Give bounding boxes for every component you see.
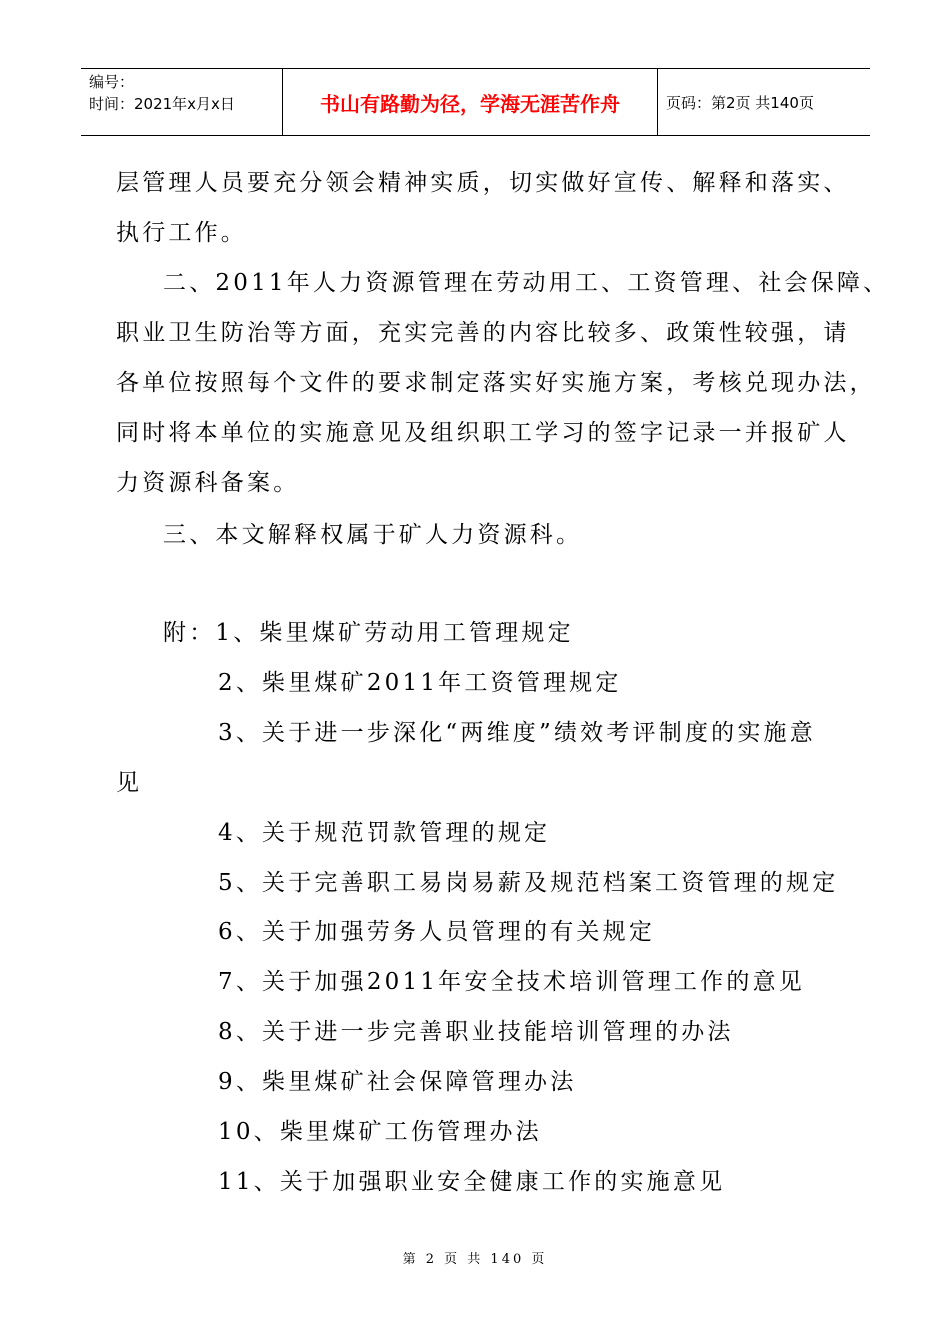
appendix-line: 见 xyxy=(116,770,143,796)
number-label: 编号： xyxy=(89,73,135,91)
appendix-line: 2、柴里煤矿2011年工资管理规定 xyxy=(218,670,622,696)
body-line: 同时将本单位的实施意见及组织职工学习的签字记录一并报矿人 xyxy=(116,420,850,446)
body-line: 执行工作。 xyxy=(116,220,247,246)
appendix-line: 6、关于加强劳务人员管理的有关规定 xyxy=(218,919,656,945)
appendix-line: 11、关于加强职业安全健康工作的实施意见 xyxy=(218,1169,726,1195)
header-meta xyxy=(81,69,282,135)
body-line: 各单位按照每个文件的要求制定落实好实施方案，考核兑现办法， xyxy=(116,370,876,396)
appendix-line: 3、关于进一步深化“两维度”绩效考评制度的实施意 xyxy=(218,720,816,746)
page-header xyxy=(81,68,870,136)
appendix-line: 4、关于规范罚款管理的规定 xyxy=(218,820,551,846)
body-line: 二、2011年人力资源管理在劳动用工、工资管理、社会保障、 xyxy=(163,270,890,296)
appendix-line: 10、柴里煤矿工伤管理办法 xyxy=(218,1119,542,1145)
header-page-info: 页码：第2页 共140页 xyxy=(666,93,814,112)
body-line: 力资源科备案。 xyxy=(116,470,300,496)
body-line: 层管理人员要充分领会精神实质，切实做好宣传、解释和落实、 xyxy=(116,170,850,196)
date-label: 时间：2021年x月x日 xyxy=(89,95,235,113)
appendix-line: 附：1、柴里煤矿劳动用工管理规定 xyxy=(163,620,574,646)
header-motto: 书山有路勤为径，学海无涯苦作舟 xyxy=(282,69,658,135)
page-footer: 第 2 页 共 140 页 xyxy=(402,1252,548,1267)
appendix-line: 9、柴里煤矿社会保障管理办法 xyxy=(218,1069,577,1095)
appendix-line: 8、关于进一步完善职业技能培训管理的办法 xyxy=(218,1019,734,1045)
appendix-line: 7、关于加强2011年安全技术培训管理工作的意见 xyxy=(218,969,805,995)
appendix-line: 5、关于完善职工易岗易薪及规范档案工资管理的规定 xyxy=(218,870,839,896)
body-line: 职业卫生防治等方面，充实完善的内容比较多、政策性较强，请 xyxy=(116,320,850,346)
body-line: 三、本文解释权属于矿人力资源科。 xyxy=(163,522,583,548)
